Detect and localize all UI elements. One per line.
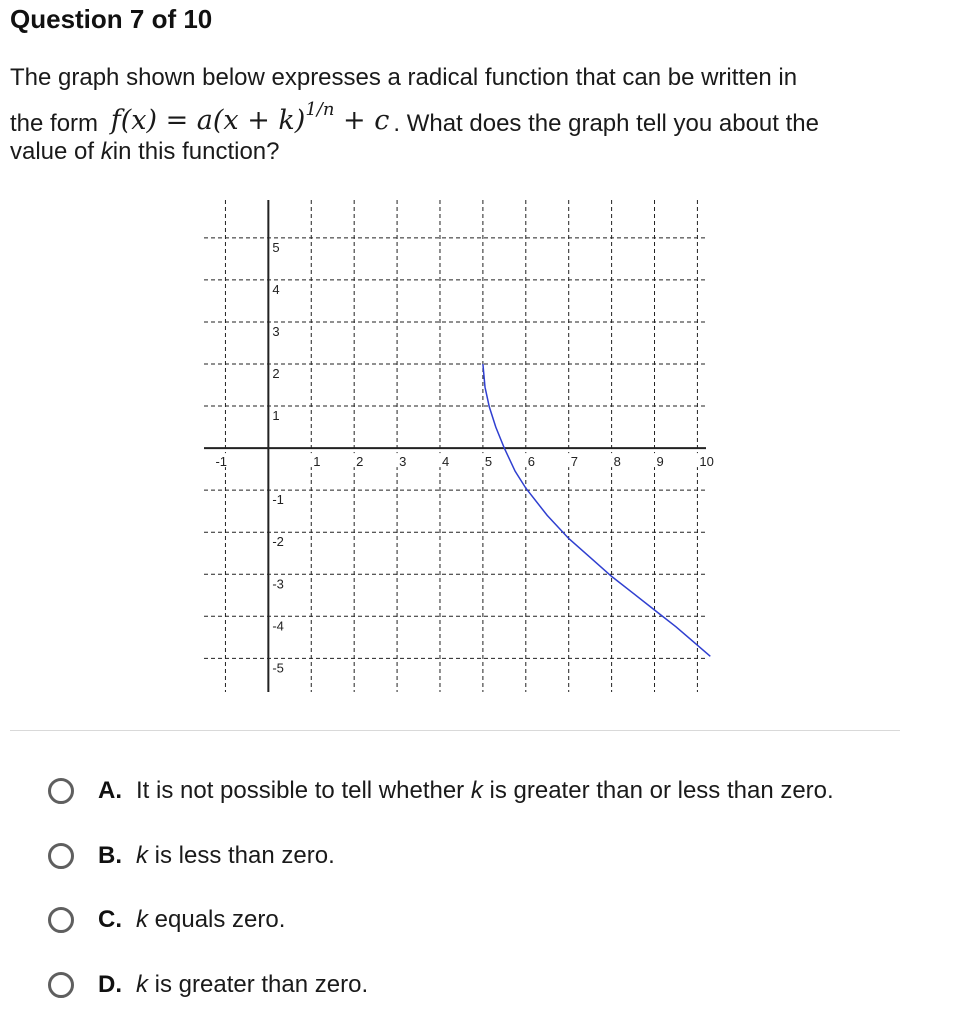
- question-counter: Question 7 of 10: [10, 4, 213, 34]
- choice-b[interactable]: [48, 836, 335, 876]
- x-tick-label: 5: [484, 454, 493, 470]
- question-prompt: [10, 60, 910, 168]
- choice-c-text: k equals zero.: [136, 906, 286, 933]
- x-tick-label: -1: [215, 454, 228, 470]
- choice-b-letter: B.: [98, 842, 122, 869]
- choice-a-text: It is not possible to tell whether k is greater than or less than zero.: [136, 777, 834, 804]
- radio-button-a[interactable]: [48, 778, 74, 804]
- radio-button-d[interactable]: [48, 972, 74, 998]
- prompt-variable-k: k: [100, 138, 113, 165]
- y-tick-label: -5: [272, 660, 284, 676]
- choice-d[interactable]: [48, 965, 368, 1005]
- prompt-line-3: [10, 134, 910, 168]
- prompt-value-of: value of: [10, 138, 95, 165]
- x-tick-label: 8: [613, 454, 621, 470]
- x-tick-label: 3: [399, 454, 407, 470]
- x-tick-label: 9: [656, 454, 664, 470]
- x-tick-label: 7: [570, 454, 578, 470]
- formula-main: f(x) = a(x + k): [110, 105, 306, 136]
- prompt-question: . What does the graph tell you about the: [393, 110, 819, 137]
- function-graph: [200, 196, 714, 696]
- formula-exponent: 1/n: [305, 99, 335, 120]
- y-tick-label: 1: [272, 408, 280, 424]
- divider: [10, 730, 900, 731]
- choice-c[interactable]: [48, 900, 285, 940]
- formula-tail: + c: [343, 105, 390, 136]
- x-tick-label: 2: [356, 454, 364, 470]
- choice-b-text: k is less than zero.: [136, 842, 335, 869]
- function-curve: [483, 364, 710, 656]
- y-tick-label: -2: [272, 534, 284, 550]
- y-tick-label: 2: [272, 366, 280, 381]
- y-tick-label: 3: [272, 323, 280, 339]
- x-tick-label: 6: [527, 454, 536, 470]
- choice-d-text: k is greater than zero.: [136, 971, 369, 998]
- function-formula: [110, 99, 390, 136]
- choice-d-letter: D.: [98, 971, 122, 998]
- choice-a-letter: A.: [98, 777, 122, 804]
- x-tick-label: 1: [313, 454, 321, 470]
- radio-button-c[interactable]: [48, 907, 74, 933]
- x-tick-label: 10: [699, 454, 714, 470]
- y-tick-label: -3: [272, 576, 284, 592]
- y-tick-label: -4: [272, 618, 284, 634]
- y-tick-label: 4: [272, 281, 280, 297]
- choice-c-letter: C.: [98, 906, 122, 933]
- y-tick-label: -1: [272, 492, 284, 508]
- prompt-end: in this function?: [112, 138, 280, 165]
- radio-button-b[interactable]: [48, 843, 74, 869]
- prompt-line-1: The graph shown below expresses a radical function that can be written in: [10, 64, 798, 91]
- x-tick-label: 4: [441, 454, 450, 470]
- prompt-line-2: [10, 94, 910, 137]
- y-tick-label: 5: [272, 239, 280, 255]
- prompt-form-prefix: the form: [10, 110, 99, 137]
- choice-a[interactable]: [48, 771, 834, 811]
